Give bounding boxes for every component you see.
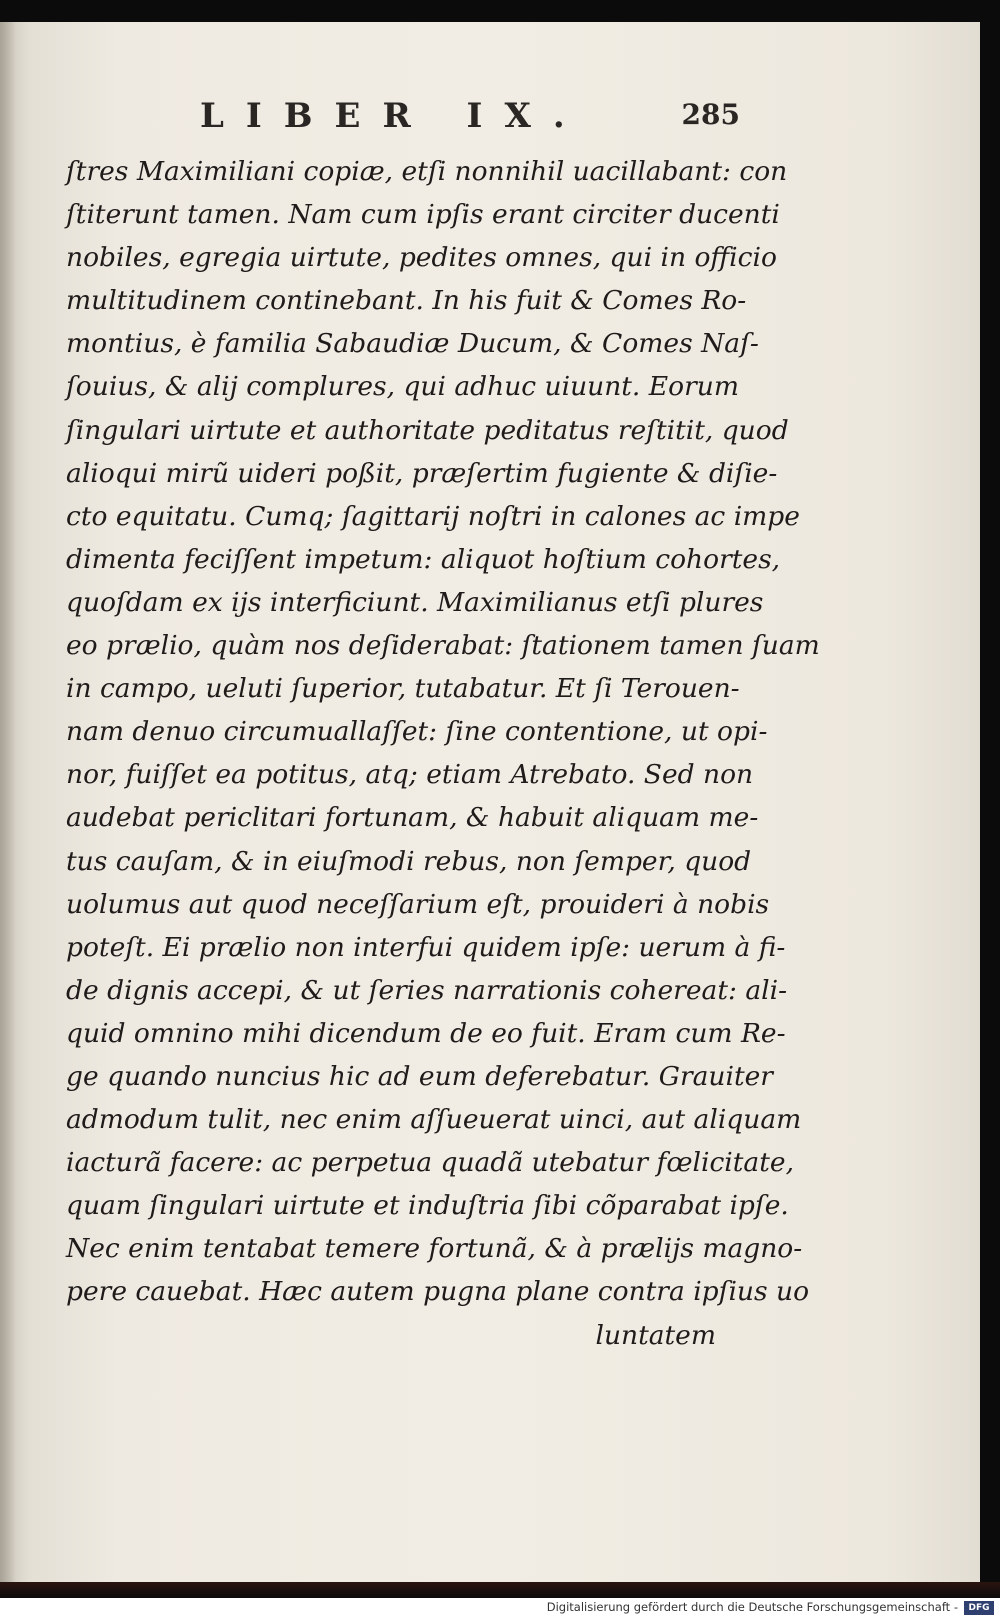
text-line: alioqui mirũ uideri poßit, præſertim fugiente & diſie-	[66, 457, 778, 489]
text-line: pere cauebat. Hæc autem pugna plane contra ipſius uo	[66, 1276, 810, 1308]
text-line: quam ſingulari uirtute et induſtria ſibi cõparabat ipſe.	[66, 1190, 789, 1222]
text-line: nobiles, egregia uirtute, pedites omnes, qui in officio	[66, 242, 777, 274]
scan-border-top	[0, 0, 1000, 22]
body-text	[66, 150, 820, 1357]
text-line: quid omnino mihi dicendum de eo fuit. Eram cum Re-	[66, 1017, 786, 1049]
text-line: nam denuo circumuallaſſet: ſine contentione, ut opi-	[66, 716, 768, 748]
scan-border-right	[980, 0, 1000, 1598]
page-header	[60, 92, 740, 142]
text-line: Nec enim tentabat temere fortunã, & à prælijs magno-	[66, 1233, 803, 1265]
text-line: admodum tulit, nec enim aſſueuerat uinci, aut aliquam	[66, 1104, 802, 1136]
text-line: ge quando nuncius hic ad eum deferebatur. Grauiter	[66, 1060, 773, 1092]
text-line: eo prælio, quàm nos deſiderabat: ſtationem tamen ſuam	[66, 630, 820, 662]
scan-border-bottom	[0, 1582, 1000, 1598]
text-line: ſouius, & alij complures, qui adhuc uiuunt. Eorum	[66, 371, 739, 403]
running-title: LIBER IX.	[200, 96, 587, 136]
text-line: nor, fuiſſet ea potitus, atq; etiam Atrebato. Sed non	[66, 759, 754, 791]
text-line: audebat periclitari fortunam, & habuit aliquam me-	[66, 802, 759, 834]
digitization-footer	[0, 1598, 1000, 1619]
text-line: multitudinem continebant. In his fuit & Comes Ro-	[66, 285, 747, 317]
text-line: poteſt. Ei prælio non interfui quidem ipſe: uerum à fi-	[66, 931, 786, 963]
page-number: 285	[681, 98, 740, 131]
catchword: luntatem	[595, 1319, 716, 1351]
text-line: cto equitatu. Cumq; ſagittarij noſtri in calones ac impe	[66, 500, 800, 532]
text-line: dimenta feciſſent impetum: aliquot hoſtium cohortes,	[66, 543, 781, 575]
dfg-logo: DFG	[964, 1601, 994, 1615]
text-line: uolumus aut quod neceſſarium eſt, prouideri à nobis	[66, 888, 770, 920]
text-line: montius, è familia Sabaudiæ Ducum, & Comes Naſ-	[66, 328, 759, 360]
funding-notice: Digitalisierung gefördert durch die Deutsche Forschungsgemeinschaft -	[546, 1600, 958, 1614]
text-line: ſtiterunt tamen. Nam cum ipſis erant circiter ducenti	[66, 199, 780, 231]
page-gutter-shadow	[0, 22, 16, 1584]
text-line: ſingulari uirtute et authoritate peditatus reſtitit, quod	[66, 414, 789, 446]
text-line: de dignis accepi, & ut ſeries narrationis cohereat: ali-	[66, 974, 788, 1006]
text-line: ſtres Maximiliani copiæ, etſi nonnihil uacillabant: con	[66, 156, 788, 187]
text-line: iacturã facere: ac perpetua quadã utebatur fœlicitate,	[66, 1147, 794, 1179]
text-line: tus cauſam, & in eiuſmodi rebus, non ſemper, quod	[66, 845, 752, 877]
text-line: quoſdam ex ijs interficiunt. Maximilianus etſi plures	[66, 586, 764, 618]
text-line: in campo, ueluti ſuperior, tutabatur. Et ſi Terouen-	[66, 673, 740, 705]
